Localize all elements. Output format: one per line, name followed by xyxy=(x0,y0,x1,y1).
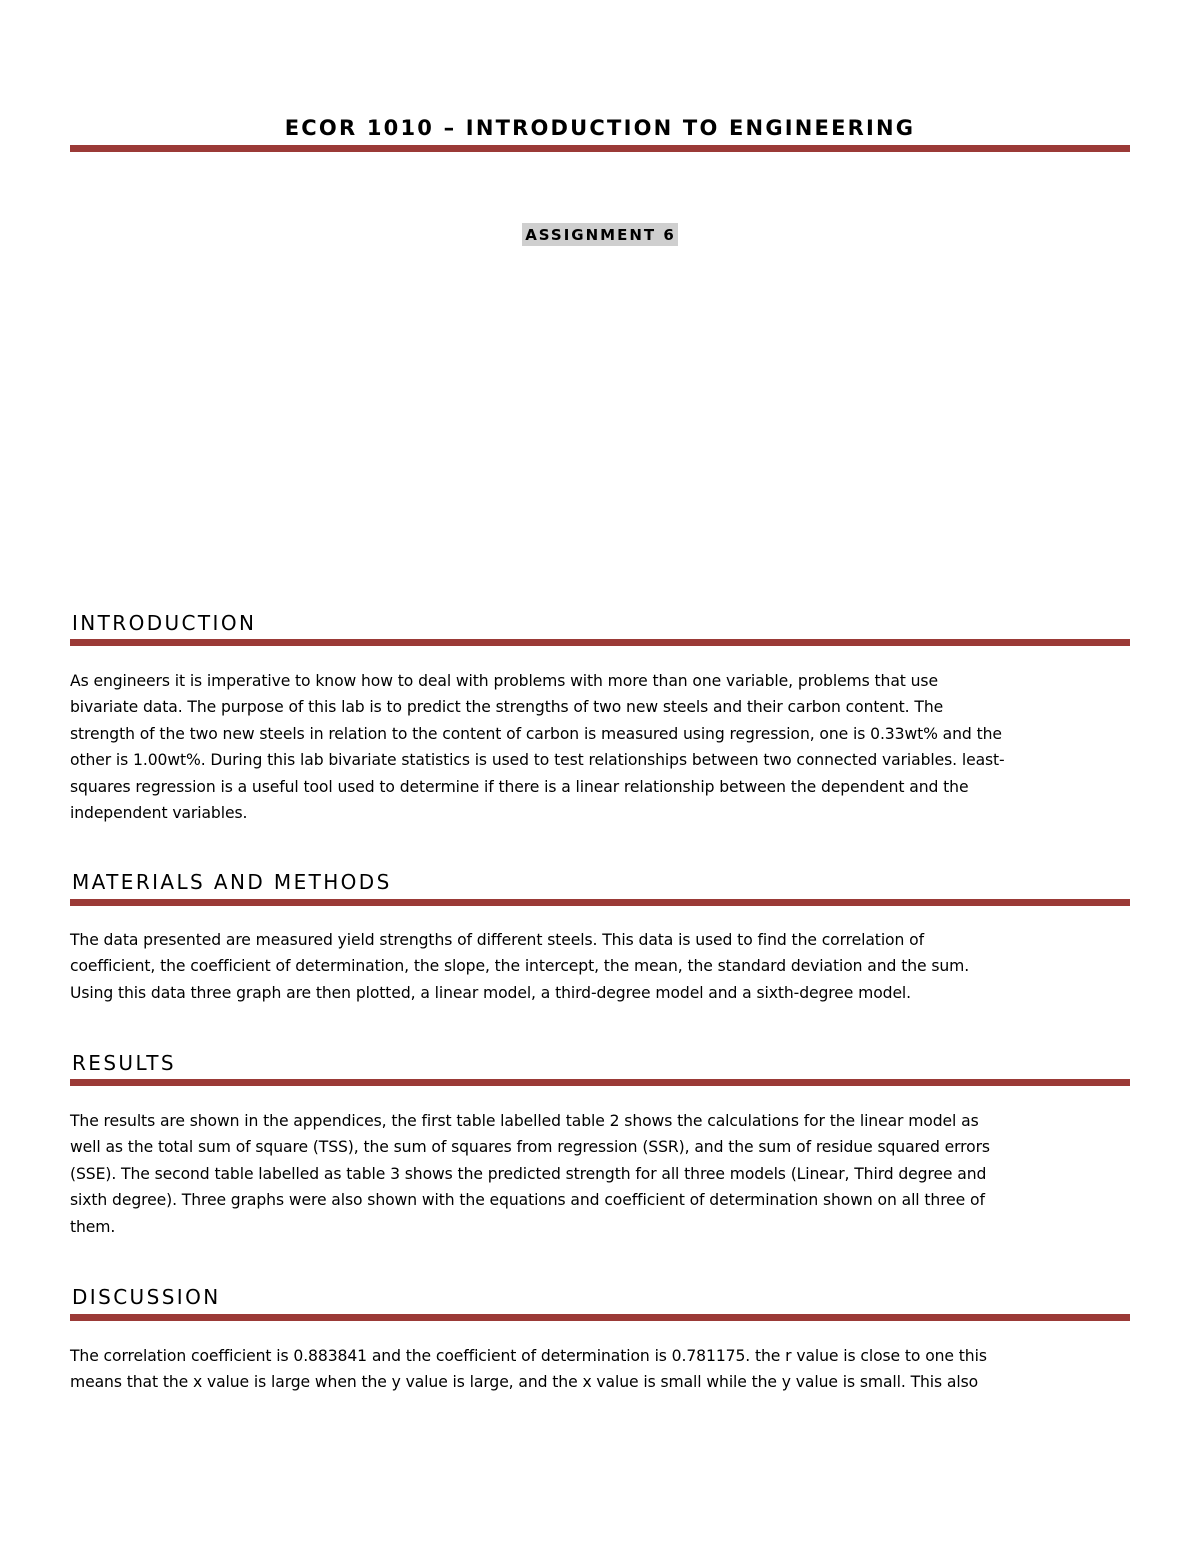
paragraph-line: sixth degree). Three graphs were also shown with the equations and coefficient of determination shown on all three of xyxy=(70,1191,985,1210)
introduction-divider xyxy=(70,639,1130,646)
paragraph-line: As engineers it is imperative to know how to deal with problems with more than one variable, problems that use xyxy=(70,672,938,690)
paragraph-line: well as the total sum of square (TSS), the sum of squares from regression (SSR), and the sum of residue squared errors xyxy=(70,1138,990,1157)
materials-methods-heading: MATERIALS AND METHODS xyxy=(72,870,392,894)
subtitle-container xyxy=(70,223,1130,246)
paragraph-line: strength of the two new steels in relation to the content of carbon is measured using regression, one is 0.33wt% and the xyxy=(70,724,1002,743)
paragraph-line: The results are shown in the appendices, the first table labelled table 2 shows the calculations for the linear model as xyxy=(70,1112,979,1130)
discussion-paragraph xyxy=(70,1343,1130,1396)
document-title: ECOR 1010 – INTRODUCTION TO ENGINEERING xyxy=(284,116,916,140)
discussion-heading: DISCUSSION xyxy=(72,1285,221,1309)
paragraph-line: other is 1.00wt%. During this lab bivariate statistics is used to test relationships between two connected variables. least- xyxy=(70,751,1005,770)
title-divider xyxy=(70,145,1130,152)
paragraph-line: bivariate data. The purpose of this lab is to predict the strengths of two new steels and their carbon content. The xyxy=(70,698,944,717)
assignment-subtitle: ASSIGNMENT 6 xyxy=(522,223,678,246)
paragraph-line: The data presented are measured yield strengths of different steels. This data is used to find the correlation of xyxy=(70,931,924,949)
paragraph-line: squares regression is a useful tool used to determine if there is a linear relationship between the dependent and the xyxy=(70,777,969,796)
results-divider xyxy=(70,1079,1130,1086)
paragraph-line: independent variables. xyxy=(70,804,248,823)
paragraph-line: means that the x value is large when the y value is large, and the x value is small while the y value is small. This also xyxy=(70,1373,979,1392)
introduction-heading: INTRODUCTION xyxy=(72,611,257,635)
results-paragraph xyxy=(70,1108,1130,1240)
paragraph-line: coefficient, the coefficient of determination, the slope, the intercept, the mean, the standard deviation and the sum. xyxy=(70,957,970,976)
materials-methods-divider xyxy=(70,899,1130,906)
paragraph-line: them. xyxy=(70,1217,116,1236)
paragraph-line: Using this data three graph are then plotted, a linear model, a third-degree model and a sixth-degree model. xyxy=(70,983,912,1002)
paragraph-line: (SSE). The second table labelled as table 3 shows the predicted strength for all three models (Linear, Third degree and xyxy=(70,1164,987,1183)
discussion-divider xyxy=(70,1314,1130,1321)
paragraph-line: The correlation coefficient is 0.883841 and the coefficient of determination is 0.781175. the r value is close to one this xyxy=(70,1347,987,1365)
results-heading: RESULTS xyxy=(72,1051,176,1075)
materials-methods-paragraph xyxy=(70,927,1130,1006)
introduction-paragraph xyxy=(70,668,1130,826)
